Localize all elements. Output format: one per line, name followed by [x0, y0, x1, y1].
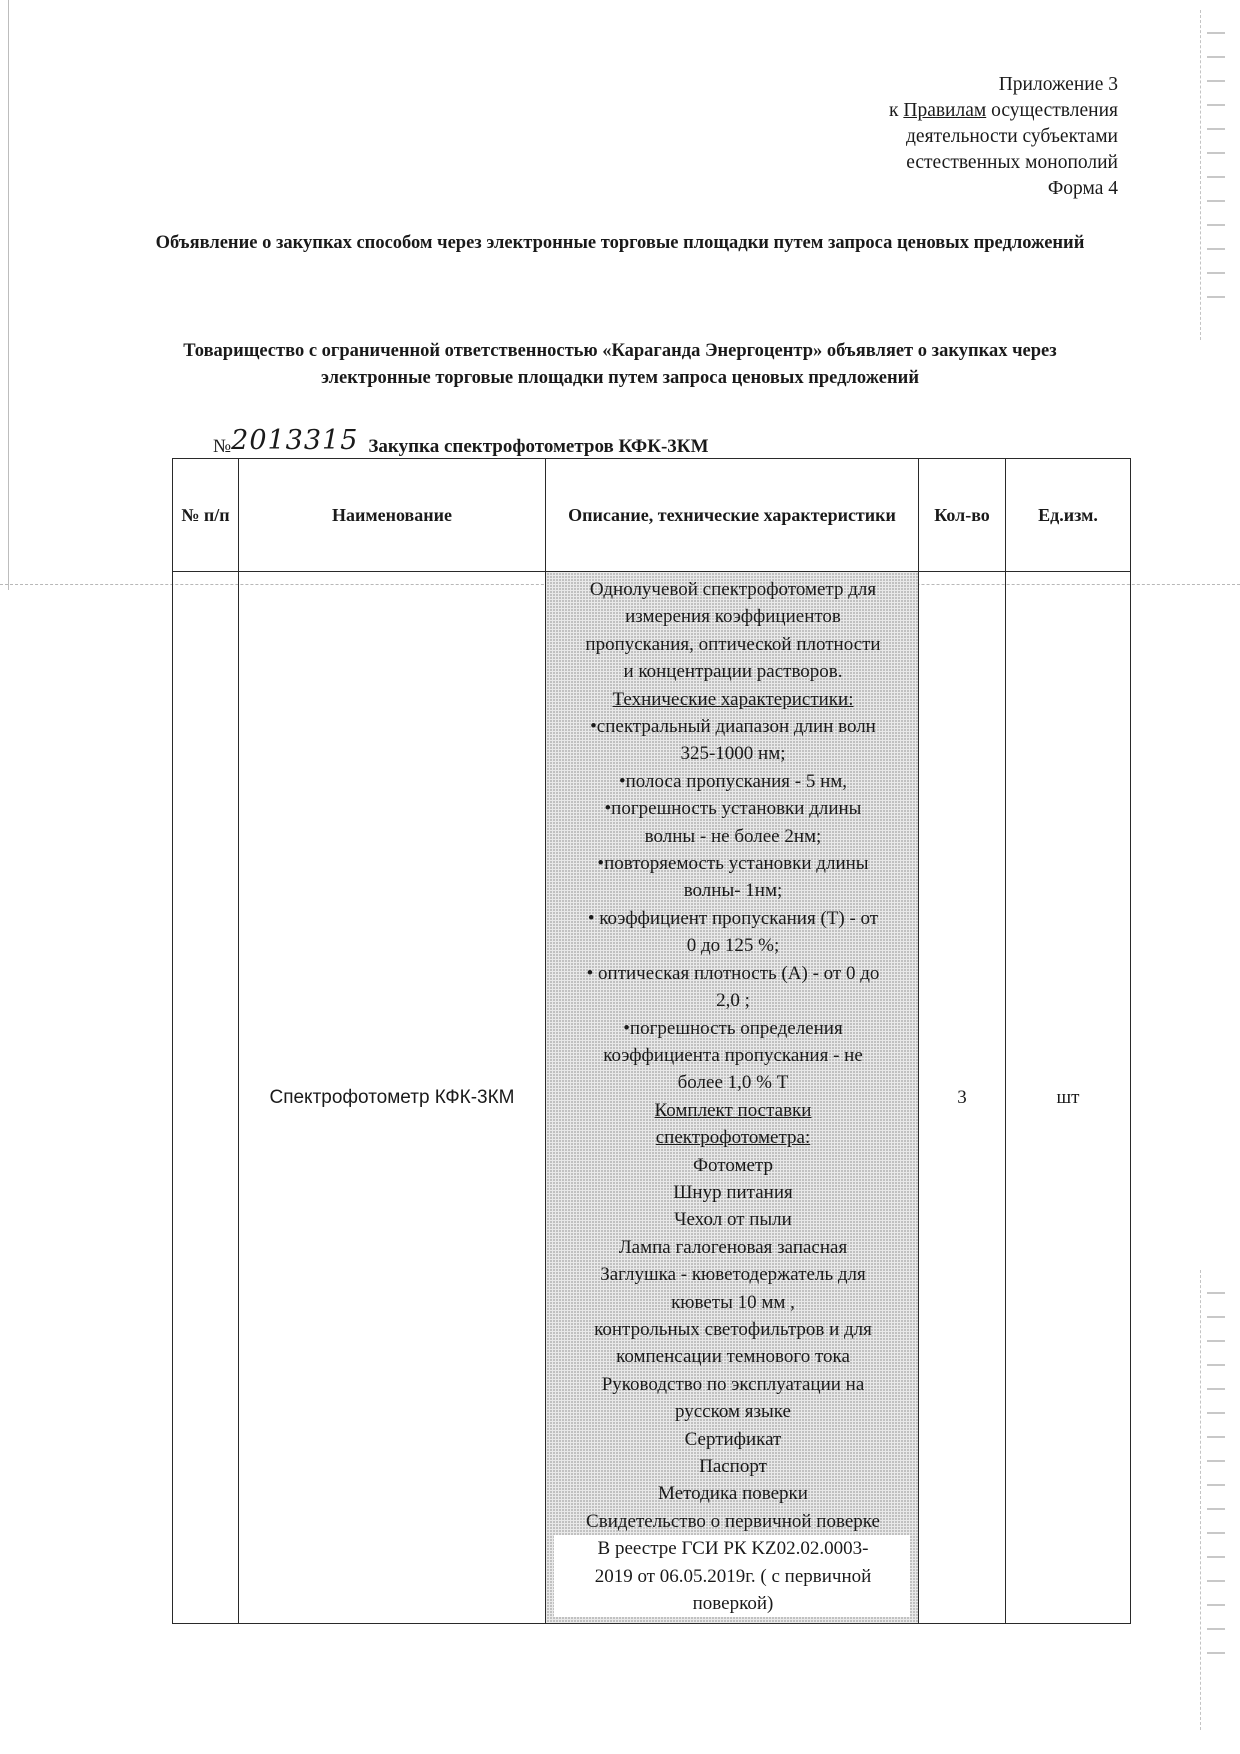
description-line: спектрофотометра:: [655, 1127, 811, 1149]
description-line: кюветы 10 мм ,: [671, 1291, 795, 1313]
description-line: Комплект поставки: [654, 1099, 812, 1121]
scan-margin-marks: [1200, 1270, 1231, 1730]
rules-link[interactable]: Правилам: [903, 100, 987, 121]
description-line: Заглушка - кюветодержатель для: [600, 1264, 866, 1286]
description-line: •повторяемость установки длины: [597, 853, 869, 875]
description-line: В реестре ГСИ РК KZ02.02.0003-: [554, 1535, 910, 1562]
cell-qty: 3: [919, 572, 1006, 1624]
description-line: и концентрации растворов.: [623, 661, 843, 683]
description-line: •погрешность установки длины: [604, 798, 862, 820]
description-line: Чехол от пыли: [674, 1209, 792, 1231]
lot-title: Закупка спектрофотометров КФК-3КМ: [368, 436, 709, 457]
description-line: Методика поверки: [658, 1483, 808, 1505]
description-line: измерения коэффициентов: [625, 606, 841, 628]
cell-description: [546, 572, 919, 1624]
description-line: Руководство по эксплуатации на: [601, 1373, 865, 1395]
announcement-text: Товарищество с ограниченной ответственностью «Караганда Энергоцентр» объявляет о закупках через электронные торговые площадки путем запроса ценовых предложений: [183, 341, 1057, 388]
description-line: волны- 1нм;: [683, 880, 783, 902]
appendix-line: деятельности субъектами: [906, 126, 1118, 147]
scan-edge: [8, 0, 9, 590]
description-line: пропускания, оптической плотности: [585, 633, 881, 655]
description-line: Свидетельство о первичной поверке: [586, 1510, 880, 1532]
description-line: более 1,0 % Т: [677, 1072, 789, 1094]
description-line: Шнур питания: [673, 1181, 793, 1203]
header-name: Наименование: [239, 459, 546, 572]
appendix-text: осуществления: [986, 100, 1118, 121]
description-line: Паспорт: [699, 1456, 767, 1477]
appendix-line: естественных монополий: [906, 152, 1118, 173]
appendix-reference: [889, 72, 1118, 202]
cell-unit: шт: [1006, 572, 1131, 1624]
header-qty: Кол-во: [919, 459, 1006, 572]
appendix-line: [889, 98, 1118, 124]
description-line: Сертификат: [684, 1428, 782, 1450]
description-line: Технические характеристики:: [612, 688, 854, 710]
table-header-row: [173, 459, 1131, 572]
lot-number-handwritten: 2013315: [231, 425, 359, 456]
spec-table: [172, 458, 1131, 1624]
document-title: Объявление о закупках способом через электронные торговые площадки путем запроса ценовых предложений: [155, 233, 1085, 253]
description-lines: [556, 576, 910, 1617]
header-unit: Ед.изм.: [1006, 459, 1131, 572]
description-line: • коэффициент пропускания (Т) - от: [587, 907, 879, 929]
description-line: •погрешность определения: [623, 1017, 843, 1039]
description-line: 2019 от 06.05.2019г. ( с первичной: [554, 1563, 910, 1590]
lot-line: [213, 425, 709, 459]
appendix-line: Приложение 3: [998, 74, 1118, 95]
description-line: русском языке: [675, 1401, 791, 1423]
lot-number-label: №: [213, 436, 232, 457]
description-line: • оптическая плотность (А) - от 0 до: [586, 962, 880, 984]
scan-margin-marks: [1200, 10, 1231, 340]
form-number: Форма 4: [1047, 178, 1118, 199]
description-line: волны - не более 2нм;: [644, 825, 822, 847]
header-desc: Описание, технические характеристики: [546, 459, 919, 572]
description-line: контрольных светофильтров и для: [594, 1318, 872, 1340]
description-line: •спектральный диапазон длин волн: [590, 716, 876, 738]
description-line: коэффициента пропускания - не: [603, 1044, 863, 1066]
table-row: [173, 572, 1131, 1624]
cell-num: [173, 572, 239, 1624]
description-line: 325-1000 нм;: [680, 743, 786, 765]
appendix-text: к: [889, 100, 904, 121]
description-line: Фотометр: [693, 1154, 773, 1176]
description-line: компенсации темнового тока: [616, 1346, 850, 1368]
description-line: •полоса пропускания - 5 нм,: [618, 770, 848, 792]
description-line: 2,0 ;: [716, 990, 750, 1012]
description-line: поверкой): [554, 1590, 910, 1617]
header-num: № п/п: [173, 459, 239, 572]
cell-name: Спектрофотометр КФК-3КМ: [239, 572, 546, 1624]
description-line: 0 до 125 %;: [686, 935, 780, 957]
description-line: Однолучевой спектрофотометр для: [589, 579, 877, 600]
description-line: Лампа галогеновая запасная: [618, 1236, 848, 1258]
